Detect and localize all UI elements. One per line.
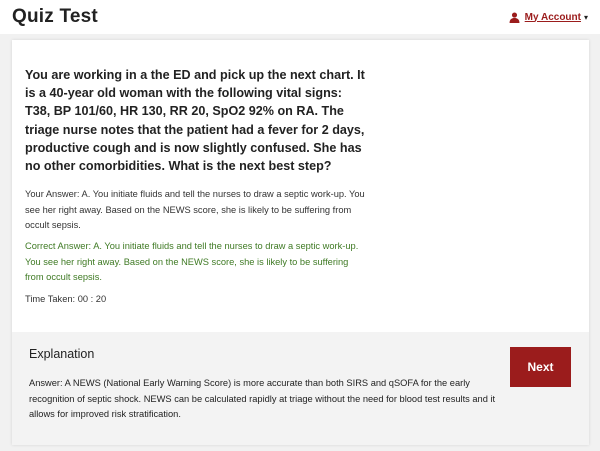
explanation-panel: [12, 332, 589, 445]
correct-answer: Correct Answer: A. You initiate fluids and tell the nurses to draw a septic work-up. You see her right away. Based on the NEWS score, she is likely to be suffering from occult sepsis.: [25, 241, 359, 282]
app-title: Quiz Test: [12, 6, 98, 27]
explanation-title: Explanation: [29, 347, 95, 361]
my-account-menu[interactable]: [509, 12, 588, 23]
your-answer: Your Answer: A. You initiate fluids and tell the nurses to draw a septic work-up. You see her right away. Based on the NEWS score, she is likely to be suffering from occult sepsis.: [25, 189, 365, 230]
quiz-card: [12, 40, 589, 445]
time-taken: Time Taken: 00 : 20: [25, 294, 107, 304]
question-text: You are working in a the ED and pick up the next chart. It is a 40-year old woman with the following vital signs: T38, BP 101/60, HR 130, RR 20, SpO2 92% on RA. The triage nurse notes that the patient had a fever for 2 days, productive cough and is now slightly confused. She has no other comorbidities. What is the next best step?: [25, 68, 365, 174]
user-icon: [509, 12, 520, 23]
my-account-label[interactable]: My Account: [524, 11, 581, 23]
next-button[interactable]: Next: [510, 347, 571, 387]
top-header: [0, 0, 600, 34]
explanation-text: Answer: A NEWS (National Early Warning Score) is more accurate than both SIRS and qSOFA for the early recognition of septic shock. NEWS can be calculated rapidly at triage without the need for blood test results and it allows for improved risk stratification.: [29, 378, 496, 419]
chevron-down-icon[interactable]: ▾: [583, 12, 588, 22]
